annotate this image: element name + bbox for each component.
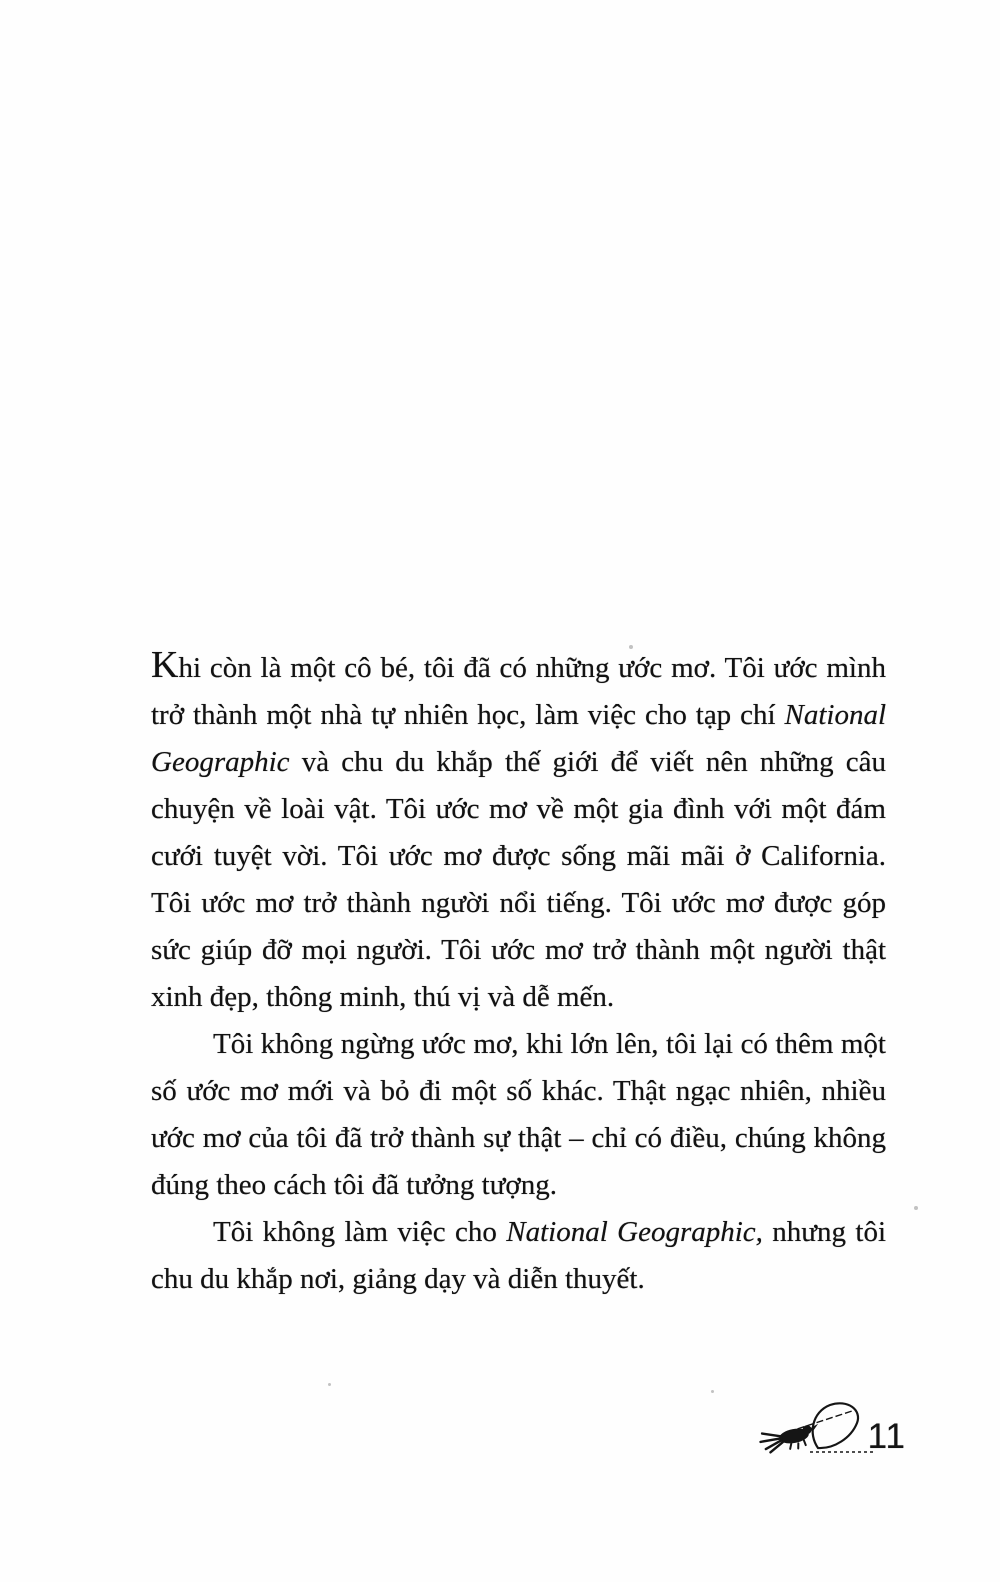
page-footer bbox=[754, 1398, 906, 1458]
flying-bird-ornament-icon bbox=[754, 1398, 874, 1458]
paragraph-second-text: Tôi không ngừng ước mơ, khi lớn lên, tôi lại có thêm một số ước mơ mới và bỏ đi một số khác. Thật ngạc nhiên, nhiều ước mơ của tôi đã trở thành sự thật – chỉ có điều, chúng không đúng theo cách tôi đã tưởng tượng. bbox=[151, 1028, 886, 1201]
scan-speck bbox=[914, 1206, 918, 1210]
paragraph-third bbox=[151, 1209, 886, 1303]
paragraph-third-text: Tôi không làm việc cho bbox=[213, 1216, 507, 1248]
paragraph-opening-text: hi còn là một cô bé, tôi đã có những ước mơ. Tôi ước mình trở thành một nhà tự nhiên học, làm việc cho tạp chí bbox=[151, 652, 886, 731]
text-block bbox=[151, 645, 886, 1303]
magazine-title-italic-2: National Geographic, bbox=[506, 1216, 763, 1248]
scan-speck bbox=[328, 1383, 331, 1386]
page-number: 11 bbox=[867, 1417, 906, 1456]
paragraph-opening bbox=[151, 645, 886, 1021]
paragraph-opening-text-cont: và chu du khắp thế giới để viết nên những câu chuyện về loài vật. Tôi ước mơ về một gia đình với một đám cưới tuyệt vời. Tôi ước mơ được sống mãi mãi ở California. Tôi ước mơ trở thành người nổi tiếng. Tôi ước mơ được góp sức giúp đỡ mọi người. Tôi ước mơ trở thành một người thật xinh đẹp, thông minh, thú vị và dễ mến. bbox=[151, 746, 886, 1013]
scan-speck bbox=[629, 645, 633, 649]
paragraph-second bbox=[151, 1021, 886, 1209]
magazine-title-italic: National Geographic bbox=[151, 699, 886, 778]
paragraph-third-text-cont: nhưng tôi chu du khắp nơi, giảng dạy và diễn thuyết. bbox=[151, 1216, 886, 1295]
lead-capital: K bbox=[151, 644, 179, 686]
scan-speck bbox=[711, 1390, 714, 1393]
